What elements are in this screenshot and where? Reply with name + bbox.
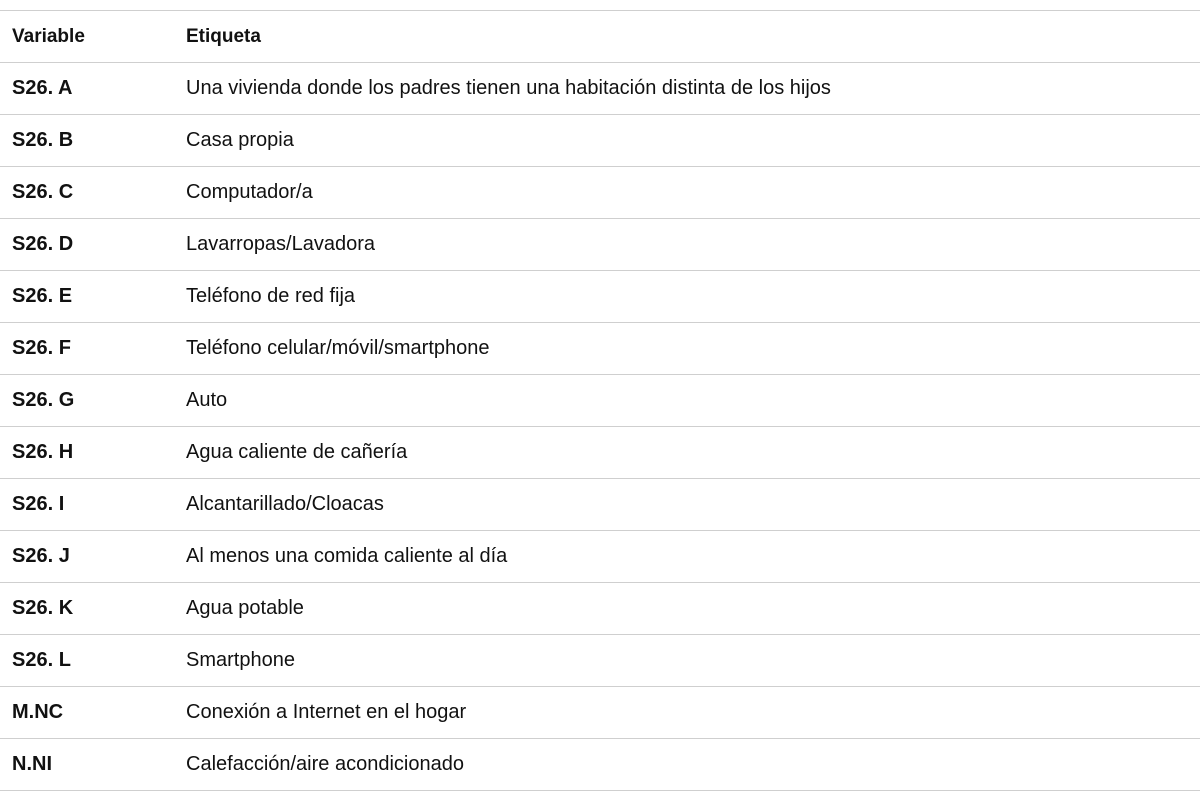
variable-cell: S26. E <box>0 271 186 323</box>
table-row <box>0 583 1200 635</box>
label-cell: Al menos una comida caliente al día <box>186 531 1200 583</box>
variable-cell: N.NI <box>0 739 186 791</box>
table-row <box>0 739 1200 791</box>
label-cell: Agua caliente de cañería <box>186 427 1200 479</box>
label-cell: Agua potable <box>186 583 1200 635</box>
variable-cell: S26. G <box>0 375 186 427</box>
table-row <box>0 635 1200 687</box>
label-cell: Calefacción/aire acondicionado <box>186 739 1200 791</box>
table-row <box>0 63 1200 115</box>
variable-cell: S26. J <box>0 531 186 583</box>
table-row <box>0 271 1200 323</box>
table-row <box>0 427 1200 479</box>
variables-table-container <box>0 10 1200 791</box>
label-cell: Smartphone <box>186 635 1200 687</box>
label-cell: Conexión a Internet en el hogar <box>186 687 1200 739</box>
variable-cell: S26. H <box>0 427 186 479</box>
table-row <box>0 479 1200 531</box>
label-cell: Una vivienda donde los padres tienen una habitación distinta de los hijos <box>186 63 1200 115</box>
variable-cell: S26. K <box>0 583 186 635</box>
variable-cell: S26. C <box>0 167 186 219</box>
variable-cell: M.NC <box>0 687 186 739</box>
variables-table <box>0 10 1200 791</box>
table-header-row <box>0 11 1200 63</box>
variable-cell: S26. B <box>0 115 186 167</box>
variable-cell: S26. I <box>0 479 186 531</box>
label-cell: Casa propia <box>186 115 1200 167</box>
table-row <box>0 531 1200 583</box>
label-cell: Auto <box>186 375 1200 427</box>
variable-cell: S26. D <box>0 219 186 271</box>
table-row <box>0 219 1200 271</box>
label-cell: Lavarropas/Lavadora <box>186 219 1200 271</box>
label-cell: Alcantarillado/Cloacas <box>186 479 1200 531</box>
variable-cell: S26. L <box>0 635 186 687</box>
column-header-variable: Variable <box>0 11 186 63</box>
table-row <box>0 323 1200 375</box>
table-row <box>0 115 1200 167</box>
variable-cell: S26. A <box>0 63 186 115</box>
variable-cell: S26. F <box>0 323 186 375</box>
label-cell: Teléfono de red fija <box>186 271 1200 323</box>
label-cell: Computador/a <box>186 167 1200 219</box>
column-header-etiqueta: Etiqueta <box>186 11 1200 63</box>
label-cell: Teléfono celular/móvil/smartphone <box>186 323 1200 375</box>
table-row <box>0 375 1200 427</box>
table-row <box>0 687 1200 739</box>
table-row <box>0 167 1200 219</box>
